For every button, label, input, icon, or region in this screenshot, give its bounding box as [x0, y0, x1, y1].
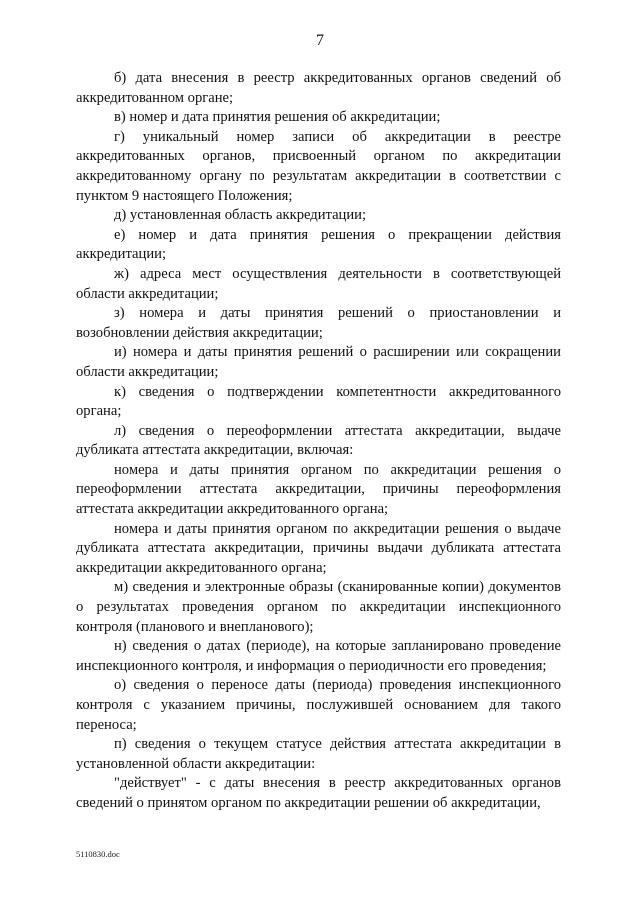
paragraph-o: о) сведения о переносе даты (периода) проведения инспекционного контроля с указанием причины, послужившей основанием для такого переноса;	[76, 677, 561, 733]
document-body	[76, 69, 561, 814]
paragraph-v: в) номер и дата принятия решения об аккредитации;	[114, 109, 441, 126]
paragraph-p-status: "действует" - с даты внесения в реестр аккредитованных органов сведений о принятом органом по аккредитации решении об аккредитации,	[76, 775, 561, 811]
paragraph-i: и) номера и даты принятия решений о расширении или сокращении области аккредитации;	[76, 344, 561, 380]
paragraph-zh: ж) адреса мест осуществления деятельности в соответствующей области аккредитации;	[76, 265, 561, 302]
paragraph-d: д) установленная область аккредитации;	[114, 207, 367, 224]
paragraph-m: м) сведения и электронные образы (сканированные копии) документов о результатах проведения органом по аккредитации инспекционного контроля (планового и внепланового);	[76, 579, 561, 635]
document-footer: 5110830.doc	[76, 849, 120, 859]
paragraph-n: н) сведения о датах (периоде), на которые запланировано проведение инспекционного контроля, и информация о периодичности его проведения;	[76, 638, 561, 674]
paragraph-p: п) сведения о текущем статусе действия аттестата аккредитации в установленной области аккредитации:	[76, 736, 561, 772]
paragraph-l-sub-2: номера и даты принятия органом по аккредитации решения о выдаче дубликата аттестата аккредитации, причины выдачи дубликата аттестата аккредитации аккредитованного органа;	[76, 520, 561, 576]
paragraph-z: з) номера и даты принятия решений о приостановлении и возобновлении действия аккредитации;	[76, 305, 561, 341]
paragraph-e: е) номер и дата принятия решения о прекращении действия аккредитации;	[76, 226, 561, 263]
page-number: 7	[316, 32, 324, 49]
paragraph-b: б) дата внесения в реестр аккредитованных органов сведений об аккредитованном органе;	[76, 70, 561, 106]
paragraph-l-sub-1: номера и даты принятия органом по аккредитации решения о переоформлении аттестата аккредитации, причины переоформления аттестата аккредитации аккредитованного органа;	[76, 461, 561, 518]
paragraph-g: г) уникальный номер записи об аккредитации в реестре аккредитованных органов, присвоенный органом по аккредитации аккредитованному органу по результатам аккредитации в соответствии с пунктом 9 настоящего Положения;	[76, 128, 561, 204]
paragraph-k: к) сведения о подтверждении компетентности аккредитованного органа;	[76, 383, 561, 420]
paragraph-l: л) сведения о переоформлении аттестата аккредитации, выдаче дубликата аттестата аккредитации, включая:	[76, 422, 561, 459]
